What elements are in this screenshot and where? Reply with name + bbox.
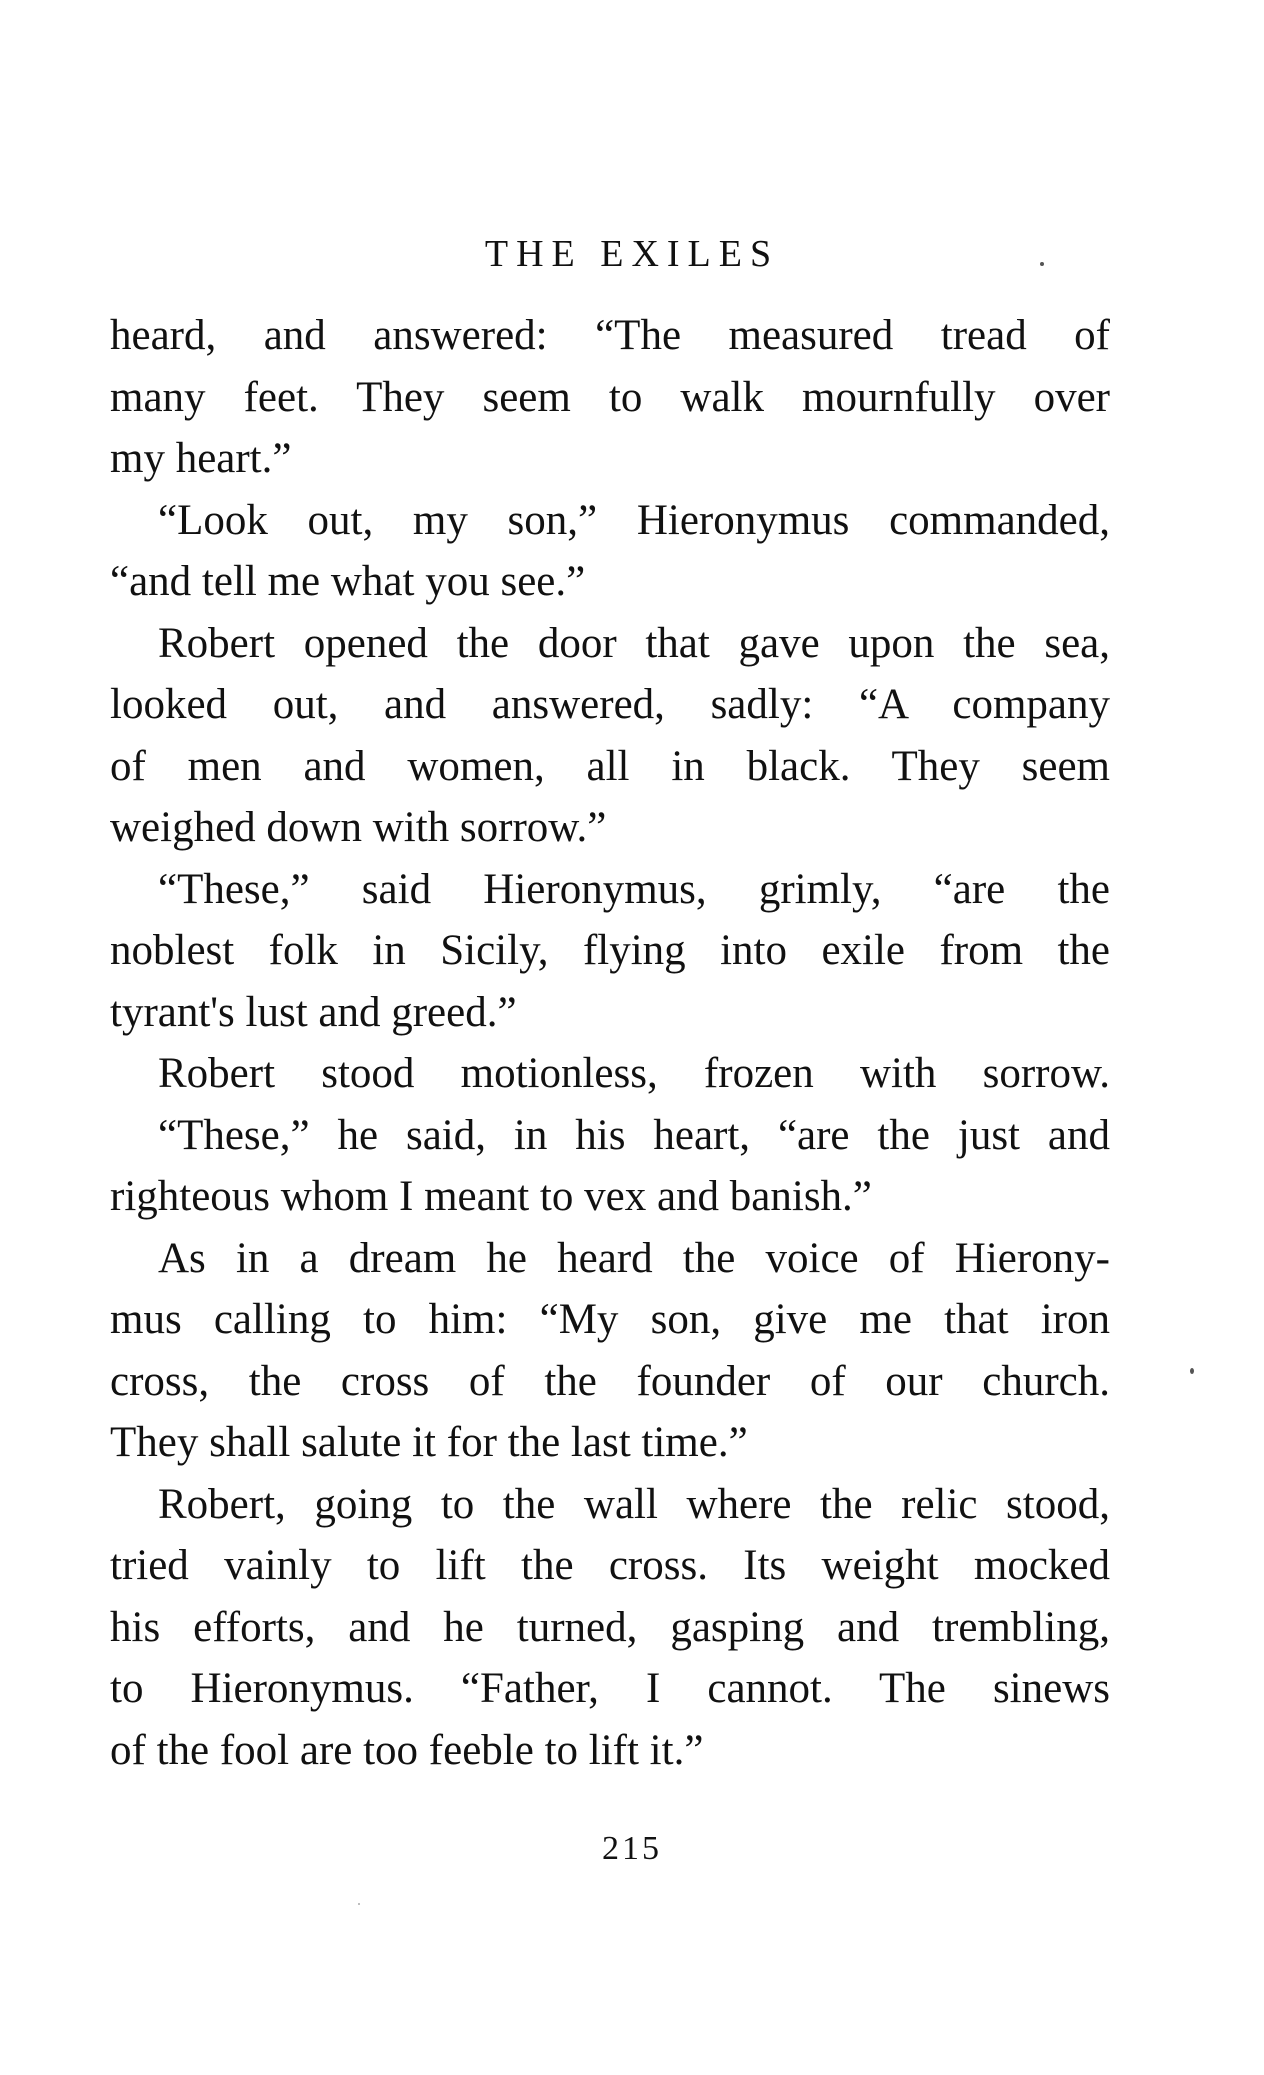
text-line: “These,” said Hieronymus, grimly, “are the [158, 865, 1110, 913]
text-line: “and tell me what you see.” [110, 558, 586, 605]
text-line: cross, the cross of the founder of our church. [110, 1357, 1110, 1405]
text-line: of men and women, all in black. They seem [110, 742, 1110, 790]
text-line: Robert stood motionless, frozen with sorrow. [158, 1050, 1110, 1097]
text-line: “Look out, my son,” Hieronymus commanded, [158, 496, 1110, 544]
text-line: As in a dream he heard the voice of Hierony- [158, 1234, 1110, 1282]
text-line: to Hieronymus. “Father, I cannot. The sinews [110, 1665, 1110, 1712]
scan-speck [1040, 262, 1044, 266]
text-line: They shall salute it for the last time.” [110, 1419, 748, 1466]
text-line: Robert, going to the wall where the relic stood, [158, 1480, 1110, 1528]
text-line: many feet. They seem to walk mournfully over [110, 373, 1110, 421]
text-line: “These,” he said, in his heart, “are the just and [158, 1111, 1110, 1159]
text-line: my heart.” [110, 435, 292, 482]
text-line: tried vainly to lift the cross. Its weight mocked [110, 1542, 1110, 1589]
scan-speck [358, 1903, 360, 1905]
text-line: noblest folk in Sicily, flying into exile from the [110, 927, 1110, 974]
text-line: of the fool are too feeble to lift it.” [110, 1726, 704, 1774]
running-head: THE EXILES [484, 233, 780, 275]
page-number: 215 [602, 1830, 662, 1867]
text-line: mus calling to him: “My son, give me that iron [110, 1296, 1110, 1343]
text-line: looked out, and answered, sadly: “A company [110, 681, 1110, 728]
text-line: weighed down with sorrow.” [110, 804, 607, 851]
body-text [110, 305, 1110, 1781]
text-line: heard, and answered: “The measured tread of [110, 312, 1110, 359]
text-line: his efforts, and he turned, gasping and trembling, [110, 1603, 1110, 1651]
scan-speck [1190, 1368, 1194, 1374]
text-line: Robert opened the door that gave upon the sea, [158, 619, 1110, 667]
text-line: tyrant's lust and greed.” [110, 988, 517, 1036]
text-line: righteous whom I meant to vex and banish.” [110, 1173, 872, 1220]
